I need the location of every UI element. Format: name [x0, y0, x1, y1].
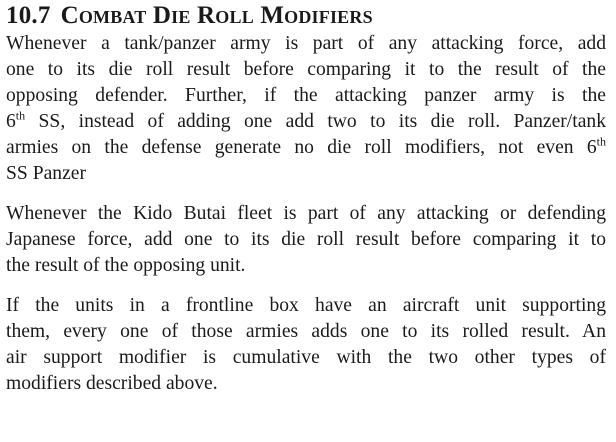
text-line: Whenever a tank/panzer army is part of any attacking force, add	[6, 33, 606, 54]
text-line: Japanese force, add one to its die roll result before comparing it to	[6, 229, 606, 250]
section-title: Combat Die Roll Modifiers	[60, 2, 373, 29]
ordinal-suffix: th	[15, 108, 26, 123]
text-line: modifiers described above.	[6, 373, 218, 394]
text-line: Whenever the Kido Butai fleet is part of any attacking or defending	[6, 203, 606, 224]
text-line	[6, 109, 606, 135]
text-line: the result of the opposing unit.	[6, 255, 246, 276]
line-text: SS, instead of adding one add two to its die roll. Panzer/tank	[25, 111, 606, 132]
text-line: If the units in a frontline box have an aircraft unit supporting	[6, 295, 606, 316]
text-line: air support modifier is cumulative with the two other types of	[6, 347, 606, 368]
paragraph-air-support-modifier	[6, 293, 606, 397]
text-line: opposing defender. Further, if the attacking panzer army is the	[6, 85, 606, 106]
paragraph-kido-butai-modifier	[6, 201, 606, 279]
text-line: one to its die roll result before comparing it to the result of the	[6, 59, 606, 80]
text-line: them, every one of those armies adds one to its rolled result. An	[6, 321, 606, 342]
text-line	[6, 135, 606, 161]
text-line: SS Panzer	[6, 163, 87, 184]
paragraph-tank-modifier	[6, 31, 606, 187]
section-heading	[6, 2, 606, 30]
ordinal-number: 6	[6, 111, 16, 132]
rules-page	[6, 2, 606, 397]
section-number: 10.7	[6, 2, 51, 29]
ordinal-suffix: th	[596, 134, 606, 149]
line-text: armies on the defense generate no die roll modifiers, not even 6	[6, 137, 597, 158]
